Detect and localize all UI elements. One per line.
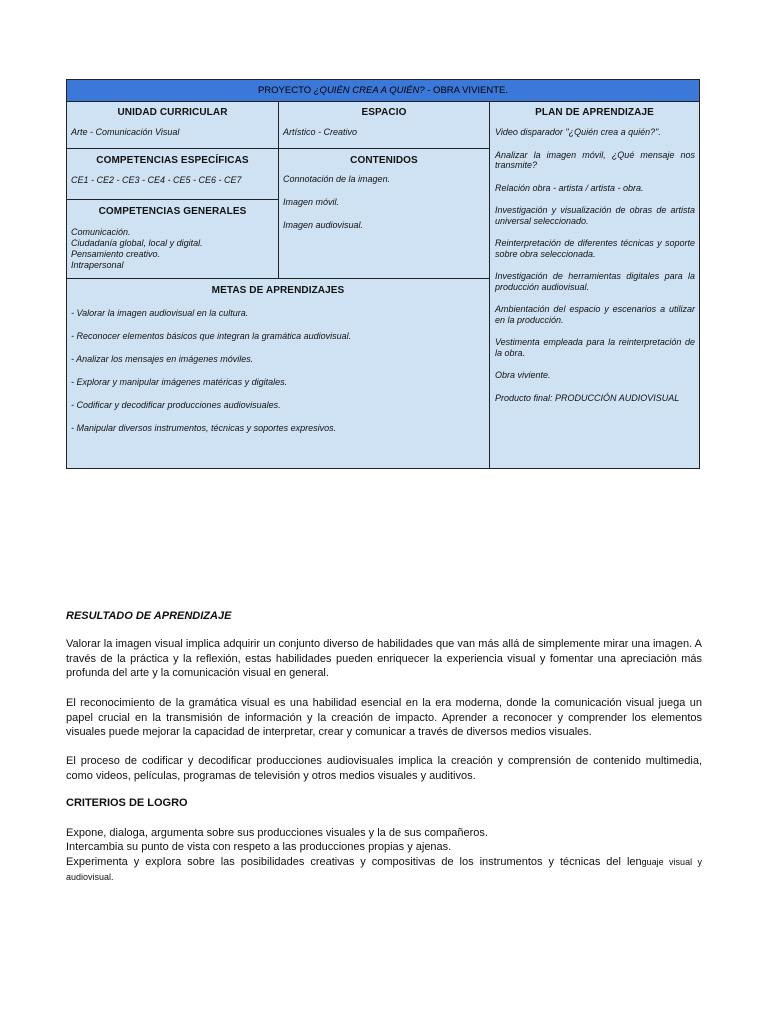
contenidos-item: Imagen audiovisual. xyxy=(283,220,364,230)
criterios-item: Intercambia su punto de vista con respeto a las producciones propias y ajenas. xyxy=(66,841,452,853)
plan-item: Video disparador "¿Quién crea a quién?". xyxy=(495,127,661,137)
criterios-item: Expone, dialoga, argumenta sobre sus producciones visuales y la de sus compañeros. xyxy=(66,827,488,839)
competencias-generales-item: Pensamiento creativo. xyxy=(71,249,161,259)
competencias-generales-list xyxy=(71,227,278,271)
contenidos-item: Connotación de la imagen. xyxy=(283,174,391,184)
plan-item: Ambientación del espacio y escenarios a utilizar en la producción. xyxy=(495,304,695,325)
competencias-especificas-cell xyxy=(67,149,278,200)
metas-item: - Analizar los mensajes en imágenes móviles. xyxy=(71,354,254,364)
contenidos-cell xyxy=(278,149,489,279)
metas-item: - Reconocer elementos básicos que integran la gramática audiovisual. xyxy=(71,331,352,341)
metas-cell xyxy=(67,279,489,468)
metas-list xyxy=(67,296,489,434)
competencias-generales-cell xyxy=(67,200,278,279)
metas-header: METAS DE APRENDIZAJES xyxy=(211,285,345,296)
plan-cell xyxy=(489,101,699,468)
project-title-question: ¿QUIÉN CREA A QUIÉN? xyxy=(313,85,425,96)
criterios-item-main: Experimenta y explora sobre las posibilidades creativas y compositivas de los instrumentos y técnicas del len xyxy=(66,856,642,868)
espacio-value: Artístico - Creativo xyxy=(283,127,358,137)
metas-item: - Explorar y manipular imágenes matéricas y digitales. xyxy=(71,377,288,387)
competencias-generales-item: Ciudadanía global, local y digital. xyxy=(71,238,203,248)
project-title-suffix: - OBRA VIVIENTE. xyxy=(424,85,509,96)
espacio-header: ESPACIO xyxy=(361,107,407,118)
planning-table xyxy=(66,79,700,469)
competencias-especificas-header: COMPETENCIAS ESPECÍFICAS xyxy=(96,155,249,166)
plan-item: Reinterpretación de diferentes técnicas y soporte sobre obra seleccionada. xyxy=(495,238,695,259)
competencias-generales-header: COMPETENCIAS GENERALES xyxy=(98,206,247,217)
criterios-item-long xyxy=(66,855,702,884)
resultado-paragraph: Valorar la imagen visual implica adquirir un conjunto diverso de habilidades que van más allá de simplemente mirar una imagen. A través de la práctica y la reflexión, estas habilidades pueden enriquecer la experiencia visual y fomentar una apreciación más profunda del arte y la comunicación visual en general. xyxy=(66,638,702,679)
criterios-title: CRITERIOS DE LOGRO xyxy=(66,797,188,809)
plan-item: Obra viviente. xyxy=(495,370,551,380)
criterios-item-small: guaje visual y audiovisual. xyxy=(66,857,702,882)
plan-item: Producto final: PRODUCCIÓN AUDIOVISUAL xyxy=(495,392,680,403)
plan-list xyxy=(490,118,699,403)
project-title-prefix: PROYECTO xyxy=(257,85,314,96)
project-title-banner xyxy=(67,80,699,102)
competencias-especificas-value: CE1 - CE2 - CE3 - CE4 - CE5 - CE6 - CE7 xyxy=(71,175,242,185)
plan-item: Investigación de herramientas digitales para la producción audiovisual. xyxy=(495,271,695,292)
unidad-curricular-value: Arte - Comunicación Visual xyxy=(71,127,180,137)
resultado-paragraph: El proceso de codificar y decodificar producciones audiovisuales implica la creación y comprensión de contenido multimedia, como videos, películas, programas de televisión y otros medios visuales y auditivos. xyxy=(66,755,702,782)
resultado-title: RESULTADO DE APRENDIZAJE xyxy=(66,610,232,622)
plan-header: PLAN DE APRENDIZAJE xyxy=(535,107,654,118)
espacio-cell xyxy=(278,101,489,149)
metas-item: - Codificar y decodificar producciones audiovisuales. xyxy=(71,400,281,410)
plan-item: Analizar la imagen móvil, ¿Qué mensaje nos transmite? xyxy=(495,149,695,170)
plan-item: Relación obra - artista / artista - obra. xyxy=(495,182,644,193)
plan-item: Vestimenta empleada para la reinterpretación de la obra. xyxy=(495,337,695,358)
contenidos-header: CONTENIDOS xyxy=(350,155,418,166)
metas-item: - Manipular diversos instrumentos, técnicas y soportes expresivos. xyxy=(71,423,337,433)
metas-item: - Valorar la imagen audiovisual en la cultura. xyxy=(71,308,249,318)
plan-item: Investigación y visualización de obras de artista universal seleccionado. xyxy=(495,205,695,226)
competencias-generales-item: Comunicación. xyxy=(71,227,131,237)
competencias-generales-item: Intrapersonal xyxy=(71,260,124,270)
unidad-curricular-header: UNIDAD CURRICULAR xyxy=(117,107,228,118)
contenidos-item: Imagen móvil. xyxy=(283,197,340,207)
unidad-curricular-cell xyxy=(67,101,278,149)
resultado-paragraph: El reconocimiento de la gramática visual es una habilidad esencial en la era moderna, donde la comunicación visual juega un papel crucial en la transmisión de información y la creación de impacto. Aprender a reconocer y comprender los elementos visuales puede mejorar la capacidad de interpretar, crear y comunicar a través de diversos medios visuales. xyxy=(66,697,702,738)
